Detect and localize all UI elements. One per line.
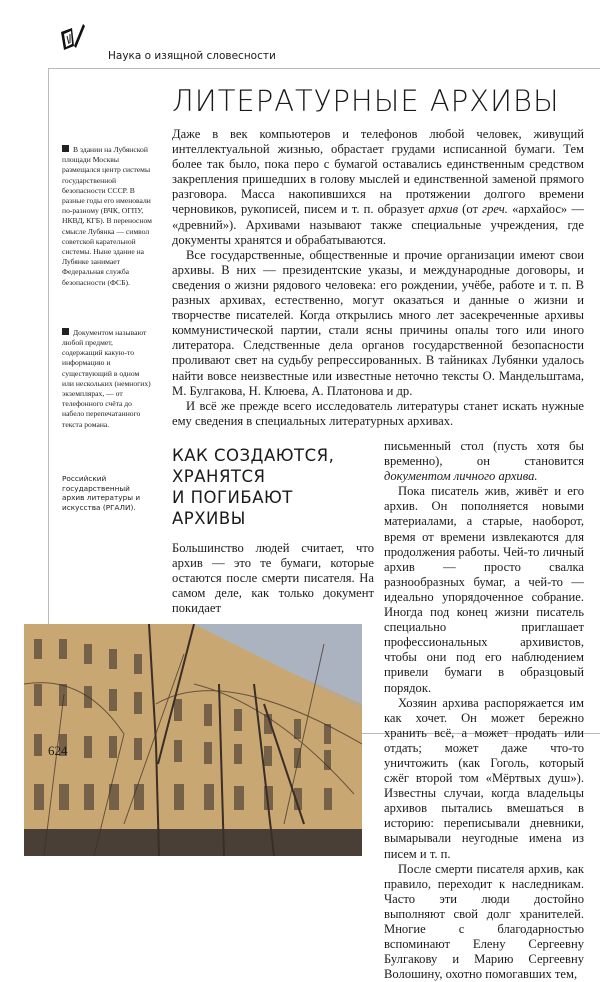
paragraph [172,127,584,248]
paragraph: И всё же прежде всего исследователь литературы станет искать нужные ему сведения в специальных литературных архивах. [172,398,584,428]
sidebar-notes [62,145,152,470]
term: документом личного архива. [384,469,538,484]
sidebar-note [62,145,152,288]
book-quill-logo-icon [58,22,86,56]
paragraph: Большинство людей считает, что архив — это те бумаги, которые остаются после смерти писателя. На самом деле, как только документ покидает [172,541,374,616]
note-text: Документом называют любой предмет, содержащий какую-то информацию и существующий в одном или нескольких (немногих) экземплярах, — от телефонного счёта до набело перепечатанного текста романа. [62,327,151,429]
left-column [172,541,374,616]
text: (от [458,202,483,217]
sidebar-note [62,328,152,430]
paragraph: Хозяин архива распоряжается им как хочет. Он может бережно хранить всё, а может продать или отдать; может даже что-то уничтожить (как Гоголь, который сжёг второй том «Мёртвых душ»). Известны случаи, когда владельцы архивов пытались вмешаться в историю: переписывали дневники, вымарывали неугодные имена из писем и т. п. [384,695,584,861]
square-bullet-icon [62,145,69,152]
article-title: ЛИТЕРАТУРНЫЕ АРХИВЫ [172,84,560,118]
abbr: греч. [482,202,508,217]
note-text: В здании на Лубянской площади Москвы размещался центр системы государственной безопасности СССР. В разные годы его именовали по-разному (ВЧК, ОГПУ, НКВД, КГБ). В переносном смысле Лубянка — символ советской карательной системы. Ныне здание на Лубянке занимает Федеральная служба безопасности (ФСБ). [62,145,152,287]
intro-text [172,127,584,429]
section-title: Наука о изящной словесности [108,50,276,62]
paragraph [384,439,584,484]
right-column [384,439,584,982]
text: Даже в век компьютеров и телефонов любой человек, живущий интеллектуальной жизнью, обрастает грудами исписанной бумаги. Тем более так было, пока перо с бумагой оставались единственным средством закрепления пришедших в голову мыслей и единственной заменой прямого разговора. Масса накопившихся на протяжении долгого времени черновиков, рукописей, писем и т. п. образует [172,127,584,217]
square-bullet-icon [62,328,69,335]
subheading [172,445,372,529]
subheading-line: КАК СОЗДАЮТСЯ, [172,446,335,465]
page-number: 624 [48,743,68,758]
archive-building-photo [24,624,362,856]
paragraph: Пока писатель жив, живёт и его архив. Он пополняется новыми материалами, а старые, наоборот, время от времени извлекаются для продолжения работы. Чей-то личный архив — просто свалка разнообразных бумаг, а чей-то — идеально упорядоченное собрание. Иногда под конец жизни писатель специально приглашает профессиональных архивистов, чтобы они под его наблюдением привели бумаги в образцовый порядок. [384,484,584,695]
term: архив [428,202,459,217]
subheading-line: И ПОГИБАЮТ АРХИВЫ [172,488,293,528]
paragraph: Все государственные, общественные и прочие организации имеют свои архивы. В них — президентские указы, и международные договоры, и сведения о жизни рядового человека: его рождении, учёбе, работе и т. п. В разных архивах, естественно, могут оказаться и данные о жизни и творчестве писателей. Когда открылись много лет засекреченные архивы коммунистической партии, стали ясны причины опалы того или иного литератора. Следственные дела органов государственной безопасности проливают свет на судьбу репрессированных. В тайниках Лубянки удалось найти вовсе неизвестные или известные неточно тексты О. Мандельштама, М. Булгакова, Н. Клюева, А. Платонова и др. [172,247,584,398]
photo-caption: Российский государственный архив литературы и искусства (РГАЛИ). [62,474,141,512]
text: «архайос» — «древний»). Архивами называют также специальные учреждения, где документы хранятся и обрабатываются. [172,202,584,247]
paragraph: После смерти писателя архив, как правило, переходит к наследникам. Часто эти люди достойно выполняют свой долг хранителей. Многие с благодарностью вспоминают Елену Сергеевну Булгакову и Марию Сергеевну Волошину, охотно помогавших тем, [384,861,584,982]
text: письменный стол (пусть хотя бы временно), он становится [384,439,584,469]
subheading-line: ХРАНЯТСЯ [172,467,266,486]
